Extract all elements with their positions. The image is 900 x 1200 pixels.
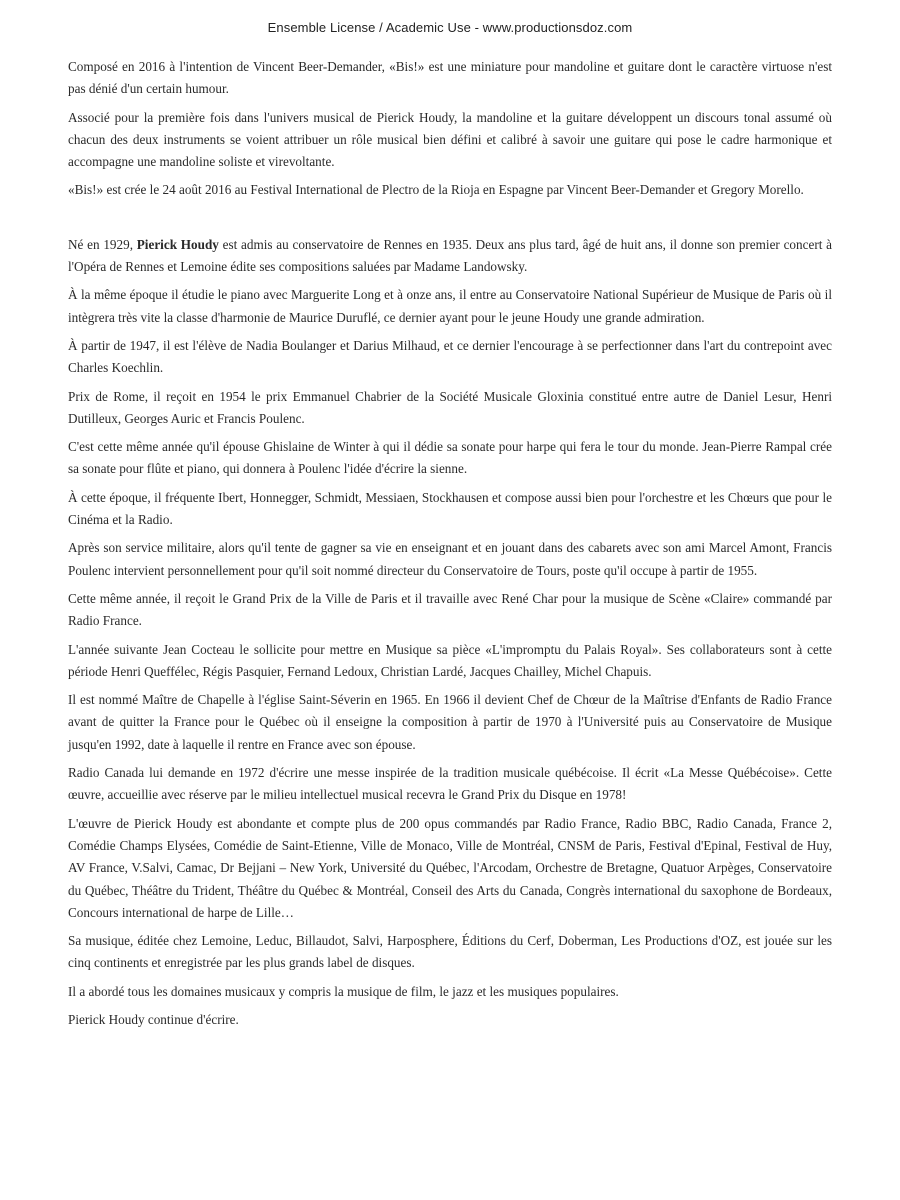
bio-paragraph: C'est cette même année qu'il épouse Ghislaine de Winter à qui il dédie sa sonate pour harpe qui fera le tour du monde. Jean-Pierre Rampal crée sa sonate pour flûte et piano, qui donnera à Poulenc l'idée d'écrire la sienne. <box>68 439 832 477</box>
bio-paragraph: Après son service militaire, alors qu'il tente de gagner sa vie en enseignant et en jouant dans des cabarets avec son ami Marcel Amont, Francis Poulenc intervient personnellement pour qu'il soit nommé directeur du Conservatoire de Tours, poste qu'il occupe à partir de 1955. <box>68 540 832 578</box>
bio-paragraph: Radio Canada lui demande en 1972 d'écrire une messe inspirée de la tradition musicale québécoise. Il écrit «La Messe Québécoise». Cette œuvre, accueillie avec réserve par le milieu intellectuel musical recevra le Grand Prix du Disque en 1978! <box>68 765 832 803</box>
bio-paragraph: Prix de Rome, il reçoit en 1954 le prix Emmanuel Chabrier de la Société Musicale Gloxinia constitué entre autre de Daniel Lesur, Henri Dutilleux, Georges Auric et Francis Poulenc. <box>68 388 832 426</box>
bio-paragraph <box>68 234 832 279</box>
composer-name: Pierick Houdy <box>136 236 219 252</box>
intro-paragraph: Composé en 2016 à l'intention de Vincent Beer-Demander, «Bis!» est une miniature pour mandoline et guitare dont le caractère virtuose n'est pas dénié d'un certain humour. <box>68 59 832 97</box>
document-body <box>68 56 832 1037</box>
work-description <box>68 56 832 202</box>
bio-paragraph: Sa musique, éditée chez Lemoine, Leduc, Billaudot, Salvi, Harposphere, Éditions du Cerf, Doberman, Les Productions d'OZ, est jouée sur les cinq continents et enregistrée par les plus grands label de disques. <box>68 933 832 971</box>
bio-paragraph: Cette même année, il reçoit le Grand Prix de la Ville de Paris et il travaille avec René Char pour la musique de Scène «Claire» commandé par Radio France. <box>68 590 832 629</box>
intro-paragraph: «Bis!» est crée le 24 août 2016 au Festival International de Plectro de la Rioja en Espagne par Vincent Beer-Demander et Gregory Morello. <box>68 182 804 198</box>
bio-intro-text: Né en 1929, <box>68 236 137 252</box>
license-header: Ensemble License / Academic Use - www.productionsdoz.com <box>267 20 633 35</box>
bio-intro-rest: est admis au conservatoire de Rennes en 1935. Deux ans plus tard, âgé de huit ans, il donne son premier concert à l'Opéra de Rennes et Lemoine édite ses compositions saluées par Madame Landowsky. <box>68 236 832 275</box>
bio-paragraph: À la même époque il étudie le piano avec Marguerite Long et à onze ans, il entre au Conservatoire National Supérieur de Musique de Paris où il intègrera très vite la classe d'harmonie de Maurice Duruflé, ce dernier ayant pour le jeune Houdy une grande admiration. <box>68 287 832 325</box>
bio-paragraph: L'œuvre de Pierick Houdy est abondante et compte plus de 200 opus commandés par Radio France, Radio BBC, Radio Canada, France 2, Comédie Champs Elysées, Comédie de Saint-Etienne, Ville de Monaco, Ville de Montréal, CNSM de Paris, Festival d'Epinal, Festival de Huy, AV France, V.Salvi, Camac, Dr Bejjani – New York, Université du Québec, l'Arcodam, Orchestre de Bretagne, Quatuor Arpèges, Conservatoire du Québec, Théâtre du Trident, Théâtre du Québec & Montréal, Conseil des Arts du Canada, Congrès international du saxophone de Bordeaux, Concours international de harpe de Lille… <box>68 815 832 920</box>
bio-paragraph: Il est nommé Maître de Chapelle à l'église Saint-Séverin en 1965. En 1966 il devient Chef de Chœur de la Maîtrise d'Enfants de Radio France avant de quitter la France pour le Québec où il enseigne la composition à partir de 1970 à l'Université puis au Conservatoire de Musique jusqu'en 1992, date à laquelle il rentre en France avec son épouse. <box>68 692 832 752</box>
bio-paragraph: À partir de 1947, il est l'élève de Nadia Boulanger et Darius Milhaud, et ce dernier l'encourage à se perfectionner dans l'art du contrepoint avec Charles Koechlin. <box>68 337 832 376</box>
intro-paragraph: Associé pour la première fois dans l'univers musical de Pierick Houdy, la mandoline et la guitare développent un discours tonal assumé où chacun des deux instruments se voient attribuer un rôle musical bien défini et calibré à savoir une guitare qui pose le cadre harmonique et accompagne une mandoline soliste et virevoltante. <box>68 109 832 170</box>
section-divider-space <box>68 208 832 234</box>
bio-paragraph: L'année suivante Jean Cocteau le sollicite pour mettre en Musique sa pièce «L'impromptu du Palais Royal». Ses collaborateurs sont à cette période Henri Queffélec, Régis Pasquier, Fernand Ledoux, Christian Lardé, Jacques Chailley, Michel Chapuis. <box>68 641 832 679</box>
bio-paragraph: Pierick Houdy continue d'écrire. <box>68 1011 239 1027</box>
bio-paragraph: À cette époque, il fréquente Ibert, Honnegger, Schmidt, Messiaen, Stockhausen et compose aussi bien pour l'orchestre et les Chœurs que pour le Cinéma et la Radio. <box>68 489 832 528</box>
bio-paragraph: Il a abordé tous les domaines musicaux y compris la musique de film, le jazz et les musiques populaires. <box>68 983 619 999</box>
composer-biography <box>68 234 832 1032</box>
